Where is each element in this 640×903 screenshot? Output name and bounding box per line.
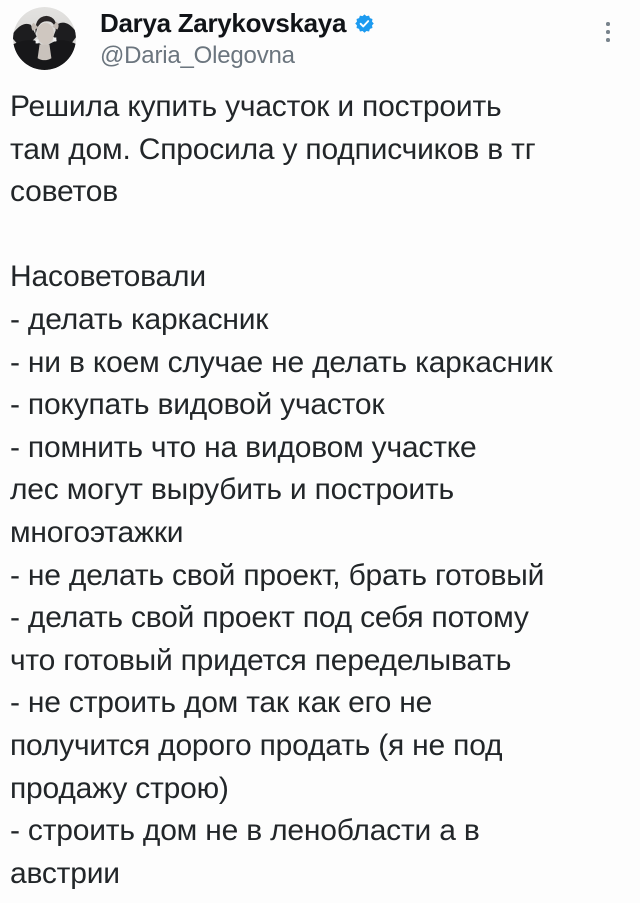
- tweet-text-line: - не строить дом так как его не: [10, 686, 433, 720]
- tweet-text-line: многоэтажки: [10, 515, 184, 549]
- tweet-text-line: [10, 214, 636, 257]
- author-handle[interactable]: @Daria_Olegovna: [100, 42, 295, 69]
- post-header: [0, 0, 640, 86]
- verified-badge-icon: [354, 13, 375, 34]
- tweet-text-line: там дом. Спросила у подписчиков в тг: [10, 132, 536, 166]
- tweet-text-line: - покупать видовой участок: [10, 388, 385, 422]
- more-options-button[interactable]: [596, 16, 620, 48]
- tweet-text-line: - делать каркасник: [10, 302, 269, 336]
- tweet-text-line: Решила купить участок и построить: [10, 90, 502, 123]
- tweet-text-line: - делать свой проект под себя потому: [10, 601, 529, 635]
- tweet-text-line: - помнить что на видовом участке: [10, 430, 477, 464]
- tweet-text-line: Насоветовали: [10, 260, 206, 294]
- profile-photo: [13, 7, 76, 70]
- tweet-text-line: австрии: [10, 856, 120, 890]
- avatar[interactable]: [13, 7, 76, 70]
- author-name-row: [100, 6, 375, 40]
- tweet-text: [10, 86, 636, 895]
- tweet-text-line: получится дорого продать (я не под: [10, 728, 503, 762]
- kebab-menu-icon: [606, 22, 610, 26]
- tweet-text-line: - ни в коем случае не делать каркасник: [10, 345, 553, 379]
- tweet-text-line: продажу строю): [10, 771, 229, 805]
- tweet-text-line: - строить дом не в ленобласти а в: [10, 814, 480, 848]
- tweet-text-line: советов: [10, 175, 118, 209]
- tweet-text-line: - не делать свой проект, брать готовый: [10, 558, 545, 592]
- tweet-text-line: что готовый придется переделывать: [10, 643, 512, 677]
- author-names: [100, 6, 375, 70]
- tweet-text-line: лес могут вырубить и построить: [10, 473, 454, 507]
- author-display-name[interactable]: Darya Zarykovskaya: [100, 7, 347, 38]
